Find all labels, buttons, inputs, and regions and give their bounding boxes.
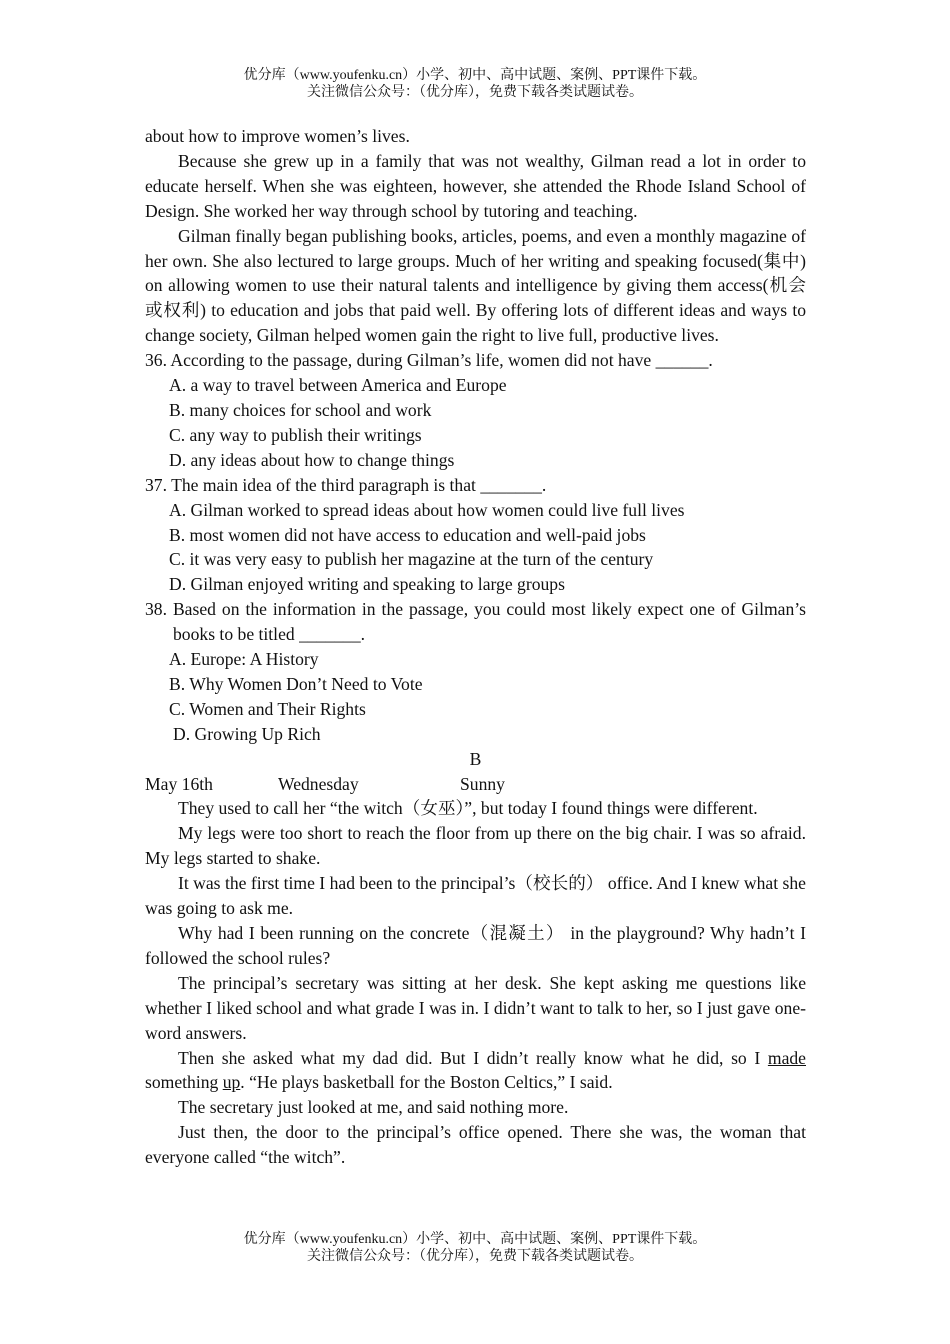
section-b-label: B: [469, 748, 482, 769]
diary-weekday: Wednesday: [278, 773, 359, 794]
question-36-stem: 36. According to the passage, during Gilman’s life, women did not have ______.: [145, 350, 713, 371]
passage-b-paragraph-4: Why had I been running on the concrete（混凝土） in the playground? Why hadn’t I followed the school rules?: [145, 922, 806, 968]
question-37-option-a: A. Gilman worked to spread ideas about how women could live full lives: [169, 499, 685, 520]
question-38-option-b: B. Why Women Don’t Need to Vote: [169, 673, 423, 694]
question-37-option-b: B. most women did not have access to education and well-paid jobs: [169, 524, 646, 545]
passage-a-paragraph-2: Gilman finally began publishing books, articles, poems, and even a monthly magazine of her own. She also lectured to large groups. Much of her writing and speaking focused(集中) on allowing women to use their natural talents and intelligence by giving them access(机会或权利) to education and jobs that paid well. By offering lots of different ideas and ways to change society, Gilman helped women gain the right to live full, productive lives.: [145, 225, 806, 346]
passage-b-paragraph-8: Just then, the door to the principal’s office opened. There she was, the woman that everyone called “the witch”.: [145, 1122, 806, 1168]
diary-dateline: [145, 772, 806, 797]
document-body: [145, 124, 806, 1170]
page-footer: [0, 1231, 950, 1265]
question-38-option-d: D. Growing Up Rich: [173, 723, 321, 744]
footer-line-1: 优分库（www.youfenku.cn）小学、初中、高中试题、案例、PPT课件下载。: [243, 1232, 707, 1247]
passage-a-paragraph-1: Because she grew up in a family that was not wealthy, Gilman read a lot in order to educate herself. When she was eighteen, however, she attended the Rhode Island School of Design. She worked her way through school by tutoring and teaching.: [145, 150, 806, 221]
footer-line-2: 关注微信公众号：（优分库），免费下载各类试题试卷。: [307, 1249, 643, 1264]
question-36-option-d: D. any ideas about how to change things: [169, 449, 455, 470]
passage-b-paragraph-3: It was the first time I had been to the principal’s（校长的） office. And I knew what she was going to ask me.: [145, 873, 806, 919]
passage-b-paragraph-1: They used to call her “the witch（女巫）”, but today I found things were different.: [178, 798, 758, 819]
underlined-word-made: made: [767, 1047, 806, 1068]
header-line-2: 关注微信公众号：（优分库），免费下载各类试题试卷。: [307, 85, 643, 100]
underlined-word-up: up: [222, 1072, 241, 1093]
question-36-option-c: C. any way to publish their writings: [169, 424, 422, 445]
p6-text-mid: something: [145, 1072, 223, 1093]
passage-b-paragraph-7: The secretary just looked at me, and said nothing more.: [178, 1097, 569, 1118]
p6-text-after: . “He plays basketball for the Boston Celtics,” I said.: [240, 1072, 613, 1093]
question-38-option-c: C. Women and Their Rights: [169, 698, 366, 719]
question-38-option-a: A. Europe: A History: [169, 649, 319, 670]
question-38-stem: 38. Based on the information in the passage, you could most likely expect one of Gilman’s books to be titled _______.: [145, 599, 806, 645]
question-37-stem: 37. The main idea of the third paragraph is that _______.: [145, 474, 547, 495]
question-37-option-c: C. it was very easy to publish her magazine at the turn of the century: [169, 549, 654, 570]
header-line-1: 优分库（www.youfenku.cn）小学、初中、高中试题、案例、PPT课件下载。: [243, 68, 707, 83]
p6-text-before: Then she asked what my dad did. But I didn’t really know what he did, so I: [178, 1047, 768, 1068]
diary-date: May 16th: [145, 773, 213, 794]
question-36-option-b: B. many choices for school and work: [169, 399, 432, 420]
passage-b-paragraph-5: The principal’s secretary was sitting at her desk. She kept asking me questions like whether I liked school and what grade I was in. I didn’t want to talk to her, so I just gave one-word answers.: [145, 972, 806, 1043]
question-36-option-a: A. a way to travel between America and Europe: [169, 375, 507, 396]
passage-b-paragraph-6: [145, 1046, 806, 1096]
diary-weather: Sunny: [460, 773, 505, 794]
question-37-option-d: D. Gilman enjoyed writing and speaking to large groups: [169, 574, 565, 595]
page-header: [0, 67, 950, 101]
passage-a-paragraph-0: about how to improve women’s lives.: [145, 126, 410, 146]
passage-b-paragraph-2: My legs were too short to reach the floor from up there on the big chair. I was so afraid. My legs started to shake.: [145, 823, 806, 869]
